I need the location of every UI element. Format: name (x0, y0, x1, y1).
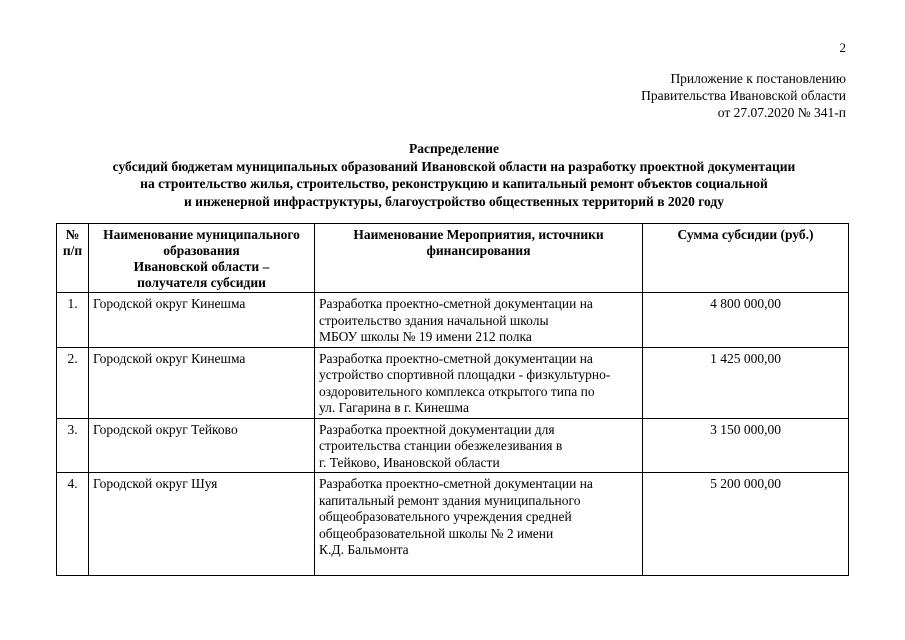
row-num: 1. (57, 293, 89, 348)
title-line: на строительство жилья, строительство, реконструкцию и капитальный ремонт объектов социальной (140, 176, 768, 191)
appendix-line: Приложение к постановлению (670, 71, 846, 86)
header-amount: Сумма субсидии (руб.) (643, 224, 849, 293)
row-municipality: Городской округ Тейково (89, 418, 315, 473)
row-event: Разработка проектной документации для строительства станции обезжелезивания в г. Тейково, Ивановской области (315, 418, 643, 473)
row-municipality: Городской округ Кинешма (89, 293, 315, 348)
header-event: Наименование Мероприятия, источники финансирования (315, 224, 643, 293)
row-num: 3. (57, 418, 89, 473)
appendix-line: Правительства Ивановской области (641, 88, 846, 103)
row-event: Разработка проектно-сметной документации на капитальный ремонт здания муниципального общеобразовательного учреждения средней общеобразовательной школы № 2 имени К.Д. Бальмонта (315, 473, 643, 576)
row-amount: 1 425 000,00 (643, 347, 849, 418)
row-amount: 3 150 000,00 (643, 418, 849, 473)
row-event: Разработка проектно-сметной документации на строительство здания начальной школы МБОУ школы № 19 имени 212 полка (315, 293, 643, 348)
title-line: и инженерной инфраструктуры, благоустройство общественных территорий в 2020 году (184, 193, 724, 209)
subsidy-table (56, 223, 849, 576)
row-amount: 5 200 000,00 (643, 473, 849, 576)
document-title (50, 140, 858, 210)
table-row (57, 418, 849, 473)
title-line: Распределение (408, 141, 500, 156)
table-row (57, 473, 849, 576)
row-municipality: Городской округ Шуя (89, 473, 315, 576)
table-row (57, 293, 849, 348)
header-municipality: Наименование муниципального образования Ивановской области – получателя субсидии (89, 224, 315, 293)
row-num: 2. (57, 347, 89, 418)
table-row (57, 347, 849, 418)
row-event: Разработка проектно-сметной документации на устройство спортивной площадки - физкультурно- оздоровительного комплекса открытого типа по ул. Гагарина в г. Кинешма (315, 347, 643, 418)
title-line: субсидий бюджетам муниципальных образований Ивановской области на разработку проектной документации (112, 158, 796, 174)
table-header-row (57, 224, 849, 293)
page-number: 2 (839, 40, 846, 55)
appendix-date-line: от 27.07.2020 № 341-п (717, 105, 846, 120)
appendix-block (0, 70, 846, 121)
row-municipality: Городской округ Кинешма (89, 347, 315, 418)
row-num: 4. (57, 473, 89, 576)
row-amount: 4 800 000,00 (643, 293, 849, 348)
header-num: № п/п (57, 224, 89, 293)
